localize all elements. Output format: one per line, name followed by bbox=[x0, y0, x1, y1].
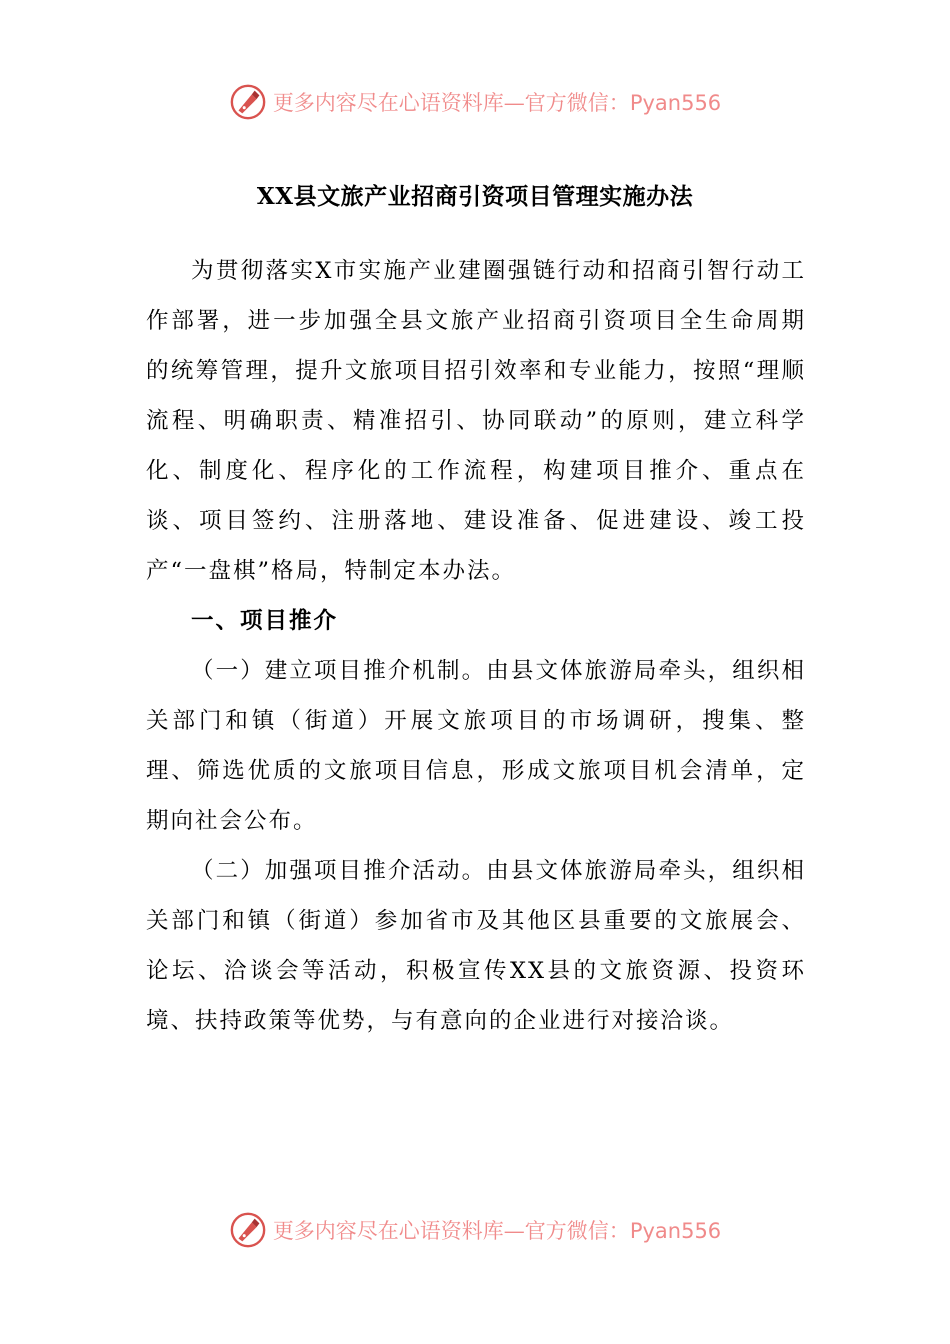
watermark-text bbox=[273, 1215, 721, 1245]
section-heading: 一、项目推介 bbox=[191, 608, 339, 634]
section-item-2: （二）加强项目推介活动。由县文体旅游局牵头，组织相关部门和镇（街道）参加省市及其他区县重要的文旅展会、论坛、洽谈会等活动，积极宣传XX县的文旅资源、投资环境、扶持政策等优势，与有意向的企业进行对接洽谈。 bbox=[146, 858, 806, 1034]
section-item-1: （一）建立项目推介机制。由县文体旅游局牵头，组织相关部门和镇（街道）开展文旅项目的市场调研，搜集、整理、筛选优质的文旅项目信息，形成文旅项目机会清单，定期向社会公布。 bbox=[146, 658, 806, 834]
watermark-label: 更多内容尽在心语资料库—官方微信： bbox=[272, 1219, 630, 1243]
intro-paragraph: 为贯彻落实X市实施产业建圈强链行动和招商引智行动工作部署，进一步加强全县文旅产业招商引资项目全生命周期的统筹管理，提升文旅项目招引效率和专业能力，按照“理顺流程、明确职责、精准招引、协同联动”的原则，建立科学化、制度化、程序化的工作流程，构建项目推介、重点在谈、项目签约、注册落地、建设准备、促进建设、竣工投产“一盘棋”格局，特制定本办法。 bbox=[146, 258, 806, 584]
pen-nib-icon bbox=[229, 1211, 267, 1249]
watermark-text bbox=[273, 87, 721, 117]
pen-nib-icon bbox=[229, 83, 267, 121]
watermark-banner-bottom bbox=[0, 1208, 950, 1252]
document-title: XX县文旅产业招商引资项目管理实施办法 bbox=[256, 183, 694, 210]
watermark-label: 更多内容尽在心语资料库—官方微信： bbox=[272, 91, 630, 115]
watermark-handle: Pyan556 bbox=[629, 91, 722, 115]
document-body bbox=[146, 246, 806, 1046]
watermark-handle: Pyan556 bbox=[629, 1219, 722, 1243]
watermark-banner-top bbox=[0, 80, 950, 124]
